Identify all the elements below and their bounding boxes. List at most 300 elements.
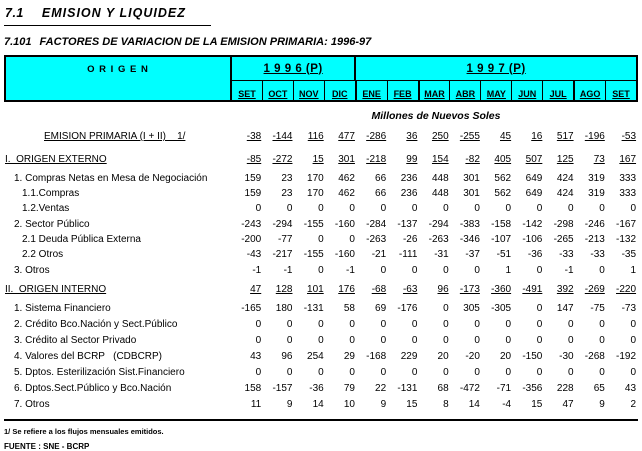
value-cell: 29 (343, 351, 355, 362)
value-cell: 0 (318, 319, 324, 330)
value-cell: 333 (619, 188, 637, 199)
value-cell: -68 (371, 284, 387, 295)
month-header-cell: OCT (262, 81, 293, 100)
value-cell: -268 (584, 351, 605, 362)
month-header-cell: JUL (542, 81, 573, 100)
table-row (4, 333, 638, 348)
value-cell: 11 (250, 399, 262, 410)
value-cell: -1 (252, 265, 262, 276)
value-cell: 0 (286, 319, 293, 330)
value-cell: -294 (428, 219, 449, 230)
year-row (232, 57, 636, 81)
value-cell: 96 (281, 351, 293, 362)
value-cell: -220 (616, 284, 637, 295)
value-cell: 0 (568, 335, 574, 346)
year-month-header (232, 57, 636, 100)
value-cell: 333 (619, 173, 637, 184)
value-cell: 22 (375, 383, 387, 394)
value-cell: 0 (568, 203, 574, 214)
value-cell: 0 (599, 335, 605, 346)
month-header-cell: SET (605, 81, 636, 100)
row-values (232, 217, 638, 232)
value-cell: -131 (303, 303, 324, 314)
value-cell: -213 (584, 234, 605, 245)
value-cell: 0 (411, 203, 418, 214)
value-cell: -30 (559, 351, 574, 362)
footnote: 1/ Se refiere a los flujos mensuales emitidos. (4, 427, 164, 436)
value-cell: -305 (491, 303, 512, 314)
row-values (232, 349, 638, 364)
value-cell: -286 (366, 131, 387, 142)
value-cell: 0 (443, 367, 449, 378)
units-label: Millones de Nuevos Soles (371, 110, 501, 122)
value-cell: 254 (307, 351, 324, 362)
row-label: EMISION PRIMARIA (I + II) 1/ (44, 131, 186, 142)
value-cell: -165 (241, 303, 262, 314)
row-values (232, 381, 638, 396)
value-cell: -37 (465, 249, 480, 260)
row-values (232, 263, 638, 278)
value-cell: 14 (312, 399, 324, 410)
value-cell: 73 (593, 154, 605, 165)
value-cell: -142 (522, 219, 543, 230)
value-cell: 147 (556, 303, 574, 314)
table-row (4, 232, 638, 247)
value-cell: 0 (474, 335, 480, 346)
table-row (4, 301, 638, 316)
value-cell: -43 (246, 249, 262, 260)
value-cell: 36 (406, 131, 418, 142)
value-cell: 250 (431, 131, 449, 142)
table-title: FACTORES DE VARIACION DE LA EMISION PRIMARIA: 1996-97 (39, 36, 372, 48)
table-row (4, 263, 638, 278)
value-cell: -192 (616, 351, 637, 362)
value-cell: 0 (380, 367, 387, 378)
value-cell: 47 (562, 399, 574, 410)
value-cell: -131 (397, 383, 418, 394)
value-cell: 101 (307, 284, 324, 295)
value-cell: 0 (536, 367, 543, 378)
value-cell: 0 (505, 319, 512, 330)
month-header-cell: SET (238, 89, 256, 99)
value-cell: 301 (338, 154, 355, 165)
value-cell: 47 (250, 284, 262, 295)
value-cell: 0 (318, 367, 324, 378)
value-cell: 154 (431, 154, 449, 165)
row-label: 1. Compras Netas en Mesa de Negociación (14, 173, 208, 184)
month-header-cell: NOV (293, 81, 324, 100)
value-cell: 305 (463, 303, 480, 314)
data-rows (4, 129, 638, 412)
value-cell: 58 (343, 303, 355, 314)
value-cell: 448 (431, 173, 449, 184)
row-label: 2.2 Otros (22, 249, 64, 260)
month-header-cell: FEB (387, 81, 418, 100)
value-cell: 649 (525, 188, 543, 199)
month-header-cell: ABR (449, 81, 480, 100)
value-cell: -132 (616, 234, 637, 245)
section-number: 7.1 (5, 6, 24, 20)
section-heading-underline (4, 3, 211, 26)
value-cell: -111 (398, 249, 418, 260)
row-label: II. ORIGEN INTERNO (5, 284, 107, 295)
table-row (4, 247, 638, 262)
value-cell: 0 (443, 203, 449, 214)
value-cell: 319 (588, 173, 605, 184)
value-cell: 0 (474, 265, 480, 276)
row-values (232, 186, 638, 201)
table-row (4, 317, 638, 332)
row-values (232, 333, 638, 348)
value-cell: -383 (459, 219, 480, 230)
value-cell: 507 (525, 154, 543, 165)
value-cell: 0 (443, 335, 449, 346)
month-header-cell: AGO (573, 81, 605, 100)
value-cell: 1 (630, 265, 637, 276)
source-label: FUENTE : SNE - BCRP (4, 442, 90, 451)
value-cell: 0 (349, 203, 355, 214)
value-cell: 0 (255, 319, 262, 330)
row-values (232, 247, 638, 262)
value-cell: 9 (380, 399, 387, 410)
value-cell: 0 (536, 303, 543, 314)
value-cell: 462 (338, 173, 355, 184)
value-cell: 462 (338, 188, 355, 199)
value-cell: 0 (599, 319, 605, 330)
value-cell: 176 (338, 284, 355, 295)
value-cell: 0 (380, 335, 387, 346)
value-cell: 0 (568, 319, 574, 330)
value-cell: 301 (463, 188, 480, 199)
row-label: 1.2.Ventas (22, 203, 70, 214)
value-cell: -218 (366, 154, 387, 165)
value-cell: 0 (630, 335, 637, 346)
value-cell: 20 (499, 351, 512, 362)
value-cell: 448 (431, 188, 449, 199)
value-cell: 20 (437, 351, 449, 362)
value-cell: -107 (491, 234, 512, 245)
value-cell: -33 (559, 249, 574, 260)
row-label: 6. Dptos.Sect.Público y Bco.Nación (14, 383, 172, 394)
value-cell: -263 (428, 234, 449, 245)
value-cell: 0 (286, 367, 293, 378)
value-cell: 392 (556, 284, 574, 295)
value-cell: 15 (531, 399, 543, 410)
value-cell: -173 (459, 284, 480, 295)
value-cell: -196 (584, 131, 605, 142)
value-cell: -53 (621, 131, 637, 142)
value-cell: 9 (286, 399, 293, 410)
value-cell: -71 (496, 383, 512, 394)
value-cell: -294 (272, 219, 293, 230)
value-cell: 0 (318, 335, 324, 346)
value-cell: -35 (621, 249, 637, 260)
value-cell: 0 (474, 203, 480, 214)
value-cell: 0 (318, 265, 324, 276)
table-heading (4, 32, 638, 50)
value-cell: 0 (380, 203, 387, 214)
value-cell: 68 (437, 383, 449, 394)
value-cell: -155 (303, 219, 324, 230)
table-row (4, 217, 638, 232)
value-cell: -167 (616, 219, 637, 230)
value-cell: 424 (556, 173, 574, 184)
value-cell: 2 (630, 399, 637, 410)
value-cell: 0 (505, 335, 512, 346)
value-cell: 0 (599, 203, 605, 214)
value-cell: 0 (349, 367, 355, 378)
value-cell: 69 (375, 303, 387, 314)
value-cell: 23 (281, 173, 293, 184)
value-cell: -491 (522, 284, 543, 295)
value-cell: -176 (397, 303, 418, 314)
value-cell: 0 (349, 335, 355, 346)
value-cell: 0 (411, 319, 418, 330)
value-cell: 23 (281, 188, 293, 199)
value-cell: -168 (366, 351, 387, 362)
value-cell: -38 (246, 131, 262, 142)
value-cell: -284 (366, 219, 387, 230)
value-cell: -246 (584, 219, 605, 230)
value-cell: -82 (465, 154, 480, 165)
table-row (4, 129, 638, 144)
value-cell: 0 (255, 203, 262, 214)
table-row (4, 397, 638, 412)
year-1996-header: 1 9 9 6 (P) (232, 57, 356, 80)
value-cell: -31 (434, 249, 449, 260)
value-cell: -360 (491, 284, 512, 295)
value-cell: -4 (502, 399, 512, 410)
section-heading (4, 3, 638, 26)
table-row (4, 381, 638, 396)
table-row (4, 152, 638, 167)
row-values (232, 317, 638, 332)
value-cell: -106 (522, 234, 543, 245)
value-cell: -26 (402, 234, 418, 245)
value-cell: 0 (411, 367, 418, 378)
table-row (4, 201, 638, 216)
row-values (232, 152, 638, 167)
value-cell: 405 (494, 154, 512, 165)
table-row (4, 282, 638, 297)
value-cell: 159 (244, 173, 262, 184)
value-cell: -265 (553, 234, 574, 245)
value-cell: 10 (343, 399, 355, 410)
row-label: 2. Sector Público (14, 219, 90, 230)
month-header-cell: MAY (480, 81, 511, 100)
value-cell: 1 (505, 265, 512, 276)
value-cell: 236 (400, 173, 418, 184)
row-values (232, 397, 638, 412)
value-cell: -137 (397, 219, 418, 230)
row-values (232, 201, 638, 216)
origin-header-cell: O R I G E N (6, 57, 232, 100)
value-cell: 0 (505, 367, 512, 378)
value-cell: 0 (630, 367, 637, 378)
value-cell: 43 (624, 383, 637, 394)
value-cell: 0 (411, 335, 418, 346)
row-label: 7. Otros (14, 399, 50, 410)
value-cell: -243 (241, 219, 262, 230)
table-row (4, 349, 638, 364)
value-cell: 0 (443, 303, 449, 314)
value-cell: -33 (590, 249, 605, 260)
value-cell: 0 (474, 319, 480, 330)
value-cell: 0 (568, 367, 574, 378)
value-cell: 159 (244, 188, 262, 199)
value-cell: -272 (272, 154, 293, 165)
value-cell: -150 (522, 351, 543, 362)
value-cell: -36 (309, 383, 324, 394)
value-cell: 0 (380, 319, 387, 330)
value-cell: 158 (244, 383, 262, 394)
value-cell: -21 (371, 249, 387, 260)
value-cell: 96 (437, 284, 449, 295)
value-cell: 562 (494, 173, 512, 184)
value-cell: 0 (443, 319, 449, 330)
value-cell: 0 (318, 203, 324, 214)
month-header-cell: MAR (418, 81, 450, 100)
value-cell: 0 (318, 234, 324, 245)
value-cell: 125 (556, 154, 574, 165)
value-cell: 14 (468, 399, 480, 410)
value-cell: 79 (343, 383, 355, 394)
value-cell: 128 (275, 284, 293, 295)
value-cell: -158 (491, 219, 512, 230)
value-cell: 0 (505, 203, 512, 214)
row-label: 2.1 Deuda Pública Externa (22, 234, 141, 245)
year-1997-header: 1 9 9 7 (P) (466, 62, 526, 75)
month-header-cell: DIC (324, 81, 355, 100)
month-header-cell: ENE (355, 81, 387, 100)
value-cell: -269 (584, 284, 605, 295)
value-cell: 0 (255, 367, 262, 378)
value-cell: -51 (496, 249, 512, 260)
row-values (232, 301, 638, 316)
value-cell: 0 (536, 265, 543, 276)
value-cell: -346 (459, 234, 480, 245)
table-row (4, 171, 638, 186)
value-cell: 8 (443, 399, 449, 410)
value-cell: 167 (619, 154, 637, 165)
value-cell: -263 (366, 234, 387, 245)
value-cell: -1 (564, 265, 574, 276)
value-cell: 15 (312, 154, 324, 165)
row-label: I. ORIGEN EXTERNO (5, 154, 107, 165)
value-cell: 0 (599, 265, 605, 276)
value-cell: -298 (553, 219, 574, 230)
value-cell: 99 (406, 154, 418, 165)
value-cell: -255 (459, 131, 480, 142)
value-cell: 0 (286, 335, 293, 346)
value-cell: 0 (255, 335, 262, 346)
value-cell: -36 (527, 249, 543, 260)
value-cell: 0 (380, 265, 387, 276)
value-cell: 228 (556, 383, 574, 394)
value-cell: 170 (307, 188, 324, 199)
value-cell: 319 (588, 188, 605, 199)
value-cell: 236 (400, 188, 418, 199)
row-label: 5. Dptos. Esterilización Sist.Financiero (14, 367, 185, 378)
value-cell: 45 (499, 131, 512, 142)
value-cell: 0 (630, 203, 637, 214)
value-cell: 180 (275, 303, 293, 314)
value-cell: 170 (307, 173, 324, 184)
table-number: 7.101 (4, 36, 32, 48)
value-cell: -155 (303, 249, 324, 260)
value-cell: -157 (272, 383, 293, 394)
row-values (232, 365, 638, 380)
value-cell: -160 (334, 249, 355, 260)
value-cell: 0 (443, 265, 449, 276)
value-cell: 0 (349, 319, 355, 330)
value-cell: -200 (241, 234, 262, 245)
row-values (232, 171, 638, 186)
value-cell: -85 (246, 154, 262, 165)
value-cell: 66 (375, 188, 387, 199)
value-cell: -217 (272, 249, 293, 260)
months-row (232, 81, 636, 100)
value-cell: -73 (621, 303, 637, 314)
bottom-rule (4, 419, 638, 421)
value-cell: 0 (349, 234, 355, 245)
value-cell: 0 (286, 203, 293, 214)
row-label: 4. Valores del BCRP (CDBCRP) (14, 351, 163, 362)
row-label: 1.1.Compras (22, 188, 80, 199)
row-label: 3. Otros (14, 265, 50, 276)
value-cell: 424 (556, 188, 574, 199)
value-cell: 43 (250, 351, 262, 362)
value-cell: -472 (459, 383, 480, 394)
value-cell: 477 (338, 131, 355, 142)
value-cell: 0 (536, 203, 543, 214)
value-cell: -356 (522, 383, 543, 394)
value-cell: 562 (494, 188, 512, 199)
value-cell: -63 (402, 284, 418, 295)
value-cell: -75 (590, 303, 605, 314)
row-values (232, 129, 638, 144)
value-cell: 0 (630, 319, 637, 330)
row-values (232, 232, 638, 247)
value-cell: 0 (599, 367, 605, 378)
value-cell: 0 (411, 265, 418, 276)
value-cell: -20 (465, 351, 480, 362)
value-cell: -1 (283, 265, 293, 276)
row-label: 3. Crédito al Sector Privado (14, 335, 137, 346)
table-row (4, 365, 638, 380)
value-cell: 9 (599, 399, 605, 410)
row-values (232, 282, 638, 297)
row-label: 1. Sistema Financiero (14, 303, 111, 314)
value-cell: -144 (272, 131, 293, 142)
value-cell: 15 (406, 399, 418, 410)
value-cell: 0 (474, 367, 480, 378)
value-cell: 65 (593, 383, 605, 394)
table-header (4, 55, 638, 102)
value-cell: -160 (334, 219, 355, 230)
value-cell: -77 (278, 234, 293, 245)
section-title: EMISION Y LIQUIDEZ (41, 6, 186, 20)
value-cell: 229 (400, 351, 418, 362)
value-cell: 66 (375, 173, 387, 184)
value-cell: 517 (556, 131, 574, 142)
value-cell: 649 (525, 173, 543, 184)
table-row (4, 186, 638, 201)
value-cell: 0 (536, 335, 543, 346)
value-cell: -1 (346, 265, 355, 276)
value-cell: 0 (536, 319, 543, 330)
value-cell: 16 (531, 131, 543, 142)
